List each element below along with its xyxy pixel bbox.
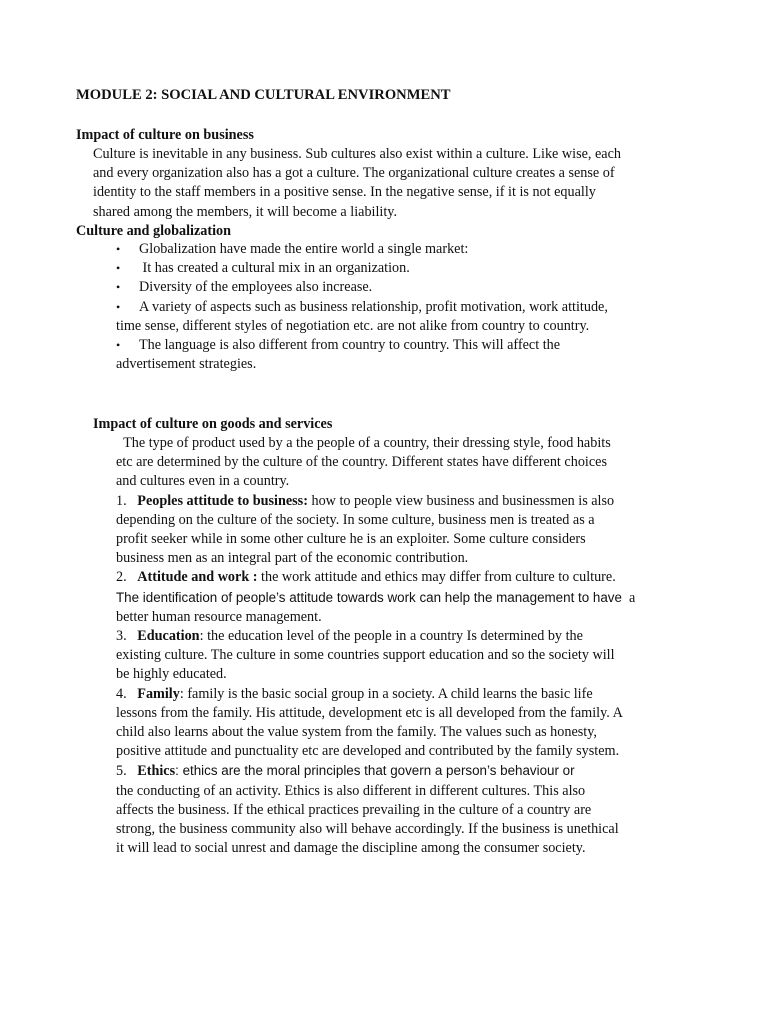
item-text: : the education level of the people in a country Is determined by the — [199, 628, 583, 645]
text-line: and every organization also has a got a culture. The organizational culture creates a sense of — [93, 165, 615, 182]
bullet-icon: • — [116, 242, 121, 256]
item-text: the work attitude and ethics may differ from culture to culture. — [257, 569, 616, 586]
list-item-text-cont: time sense, different styles of negotiation etc. are not alike from country to country. — [116, 317, 590, 334]
bullet-list — [116, 240, 676, 374]
item-text: : ethics are the moral principles that govern a person’s behaviour or — [175, 763, 575, 779]
bullet-icon: • — [116, 280, 121, 295]
item-text: a — [621, 589, 636, 606]
text-line: lessons from the family. His attitude, development etc is all developed from the family. A — [116, 704, 623, 721]
list-item — [116, 336, 676, 374]
item-number: 2. — [116, 569, 127, 586]
item-term: Ethics — [137, 763, 176, 780]
text-line: better human resource management. — [116, 608, 322, 625]
list-item-text-cont: advertisement strategies. — [116, 356, 257, 373]
bullet-icon: • — [116, 338, 121, 353]
section-heading-goods-services: Impact of culture on goods and services — [93, 416, 333, 432]
numbered-item — [116, 568, 716, 627]
text-line: The type of product used by a the people of a country, their dressing style, food habits — [116, 435, 611, 451]
text-line: and cultures even in a country. — [116, 473, 290, 490]
list-item — [116, 259, 676, 278]
text-line: it will lead to social unrest and damage the discipline among the consumer society. — [116, 840, 586, 857]
list-item — [116, 278, 676, 297]
text-line: etc are determined by the culture of the country. Different states have different choices — [116, 454, 607, 471]
page-title: MODULE 2: SOCIAL AND CULTURAL ENVIRONMENT — [76, 87, 451, 103]
item-term: Family — [137, 685, 180, 702]
section-heading-globalization: Culture and globalization — [76, 223, 232, 239]
text-line: be highly educated. — [116, 666, 227, 683]
numbered-item — [116, 492, 716, 569]
text-line: Culture is inevitable in any business. Sub cultures also exist within a culture. Like wise, each — [93, 146, 621, 162]
item-text: how to people view business and businessmen is also — [307, 492, 615, 509]
text-line: the conducting of an activity. Ethics is also different in different cultures. This also — [116, 782, 586, 799]
list-item-text: It has created a cultural mix in an organization. — [139, 260, 410, 277]
section-body-goods-services — [116, 434, 716, 858]
item-text: The identification of people’s attitude towards work can help the management to have — [116, 589, 622, 605]
list-item — [116, 298, 676, 336]
text-line: existing culture. The culture in some countries support education and so the society will — [116, 647, 615, 664]
text-line: identity to the staff members in a positive sense. In the negative sense, if it is not equally — [93, 184, 596, 201]
list-item — [116, 240, 676, 259]
text-line: child also learns about the value system from the family. The values such as honesty, — [116, 724, 597, 741]
item-number: 3. — [116, 628, 127, 645]
list-item-text: Diversity of the employees also increase. — [139, 279, 373, 296]
text-line: affects the business. If the ethical practices prevailing in the culture of a country are — [116, 801, 592, 818]
bullet-icon: • — [116, 299, 121, 314]
list-item-text: A variety of aspects such as business relationship, profit motivation, work attitude, — [139, 298, 608, 315]
text-line: strong, the business community also will behave accordingly. If the business is unethical — [116, 821, 619, 838]
text-line: profit seeker while in some other culture he is an exploiter. Some culture considers — [116, 531, 586, 548]
item-term: Education — [137, 628, 200, 645]
text-line: business men as an integral part of the economic contribution. — [116, 550, 469, 567]
section-paragraph-culture-business — [93, 145, 713, 222]
list-item-text: Globalization have made the entire world a single market: — [139, 241, 469, 257]
text-line: shared among the members, it will become a liability. — [93, 203, 398, 220]
numbered-item — [116, 685, 716, 762]
item-text: : family is the basic social group in a society. A child learns the basic life — [179, 685, 593, 702]
numbered-item — [116, 761, 716, 858]
numbered-item — [116, 627, 716, 685]
text-line: depending on the culture of the society. In some culture, business men is treated as a — [116, 511, 595, 528]
list-item-text: The language is also different from country to country. This will affect the — [139, 337, 561, 354]
item-number: 1. — [116, 492, 127, 509]
section-heading-culture-business: Impact of culture on business — [76, 127, 254, 143]
bullet-icon: • — [116, 261, 121, 276]
item-number: 4. — [116, 685, 127, 702]
item-number: 5. — [116, 763, 127, 780]
text-line: positive attitude and punctuality etc are developed and contributed by the family system. — [116, 743, 620, 760]
item-term: Attitude and work : — [137, 569, 258, 586]
item-term: Peoples attitude to business: — [137, 492, 308, 509]
